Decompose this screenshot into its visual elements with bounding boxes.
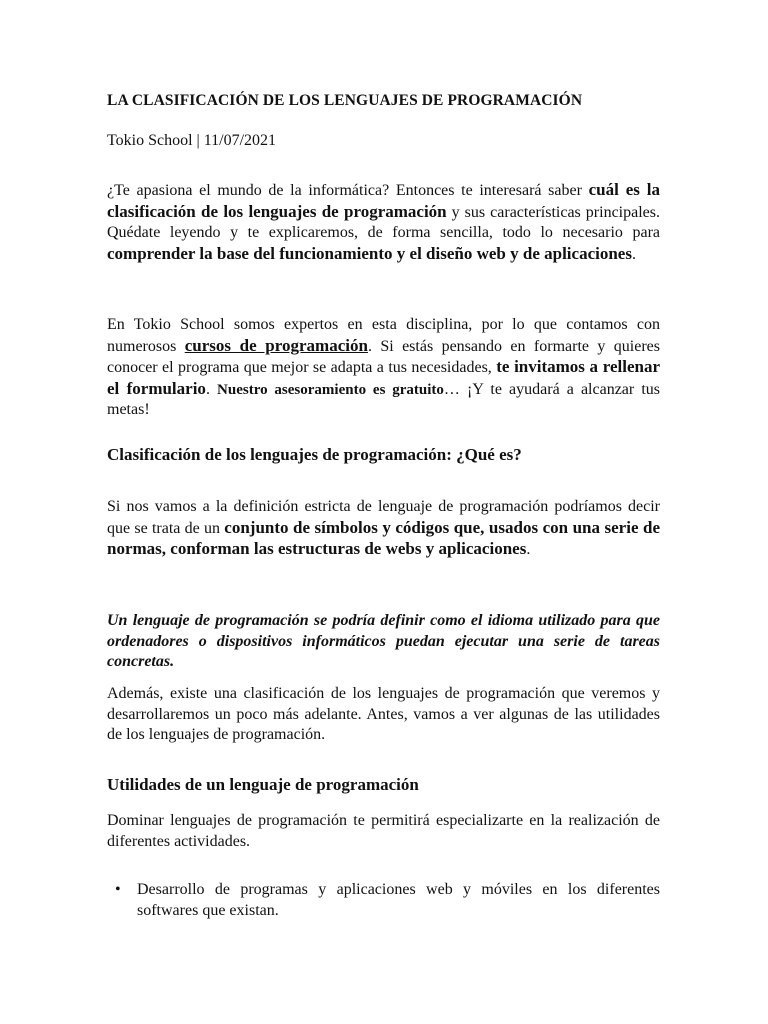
list-item <box>107 880 660 921</box>
byline: Tokio School | 11/07/2021 <box>107 132 277 149</box>
utilities-list <box>107 880 660 921</box>
section-heading-definition: Clasificación de los lenguajes de programación: ¿Qué es? <box>107 445 522 464</box>
school-text-2: . Si estás pensando en formarte y quieres conocer el programa que mejor se adapta a tus necesidades, <box>107 337 660 376</box>
intro-text-2: y sus características principales. Quédate leyendo y te explicaremos, de forma sencilla, todo lo necesario para <box>107 203 660 241</box>
school-paragraph <box>107 315 660 421</box>
form-invite-bold: te invitamos a rellenar el formulario <box>107 357 660 398</box>
definition-quote: Un lenguaje de programación se podría definir como el idioma utilizado para que ordenadores o dispositivos informáticos puedan ejecutar una serie de tareas concretas. <box>107 612 660 670</box>
list-item-text: Desarrollo de programas y aplicaciones web y móviles en los diferentes softwares que existan. <box>137 881 660 919</box>
intro-text-1: ¿Te apasiona el mundo de la informática? Entonces te interesará saber <box>107 182 589 199</box>
school-text-4: … ¡Y te ayudará a alcanzar tus metas! <box>107 380 660 418</box>
free-advice-bold: Nuestro asesoramiento es gratuito <box>217 381 444 398</box>
school-text-1: En Tokio School somos expertos en esta disciplina, por lo que contamos con numerosos <box>107 316 660 355</box>
definition-text-2: . <box>526 541 531 558</box>
document-title: LA CLASIFICACIÓN DE LOS LENGUAJES DE PROGRAMACIÓN <box>107 92 583 109</box>
courses-link[interactable]: cursos de programación <box>184 335 368 355</box>
section-heading-utilities: Utilidades de un lenguaje de programación <box>107 775 419 794</box>
bullet-icon: • <box>115 881 121 898</box>
classification-paragraph: Además, existe una clasificación de los lenguajes de programación que veremos y desarrollaremos un poco más adelante. Antes, vamos a ver algunas de las utilidades de los lenguajes de programación. <box>107 685 660 743</box>
intro-text-3: . <box>631 245 636 263</box>
school-text-3: . <box>205 380 218 398</box>
definition-paragraph <box>107 497 660 561</box>
definition-bold: conjunto de símbolos y códigos que, usados con una serie de normas, conforman las estructuras de webs y aplicaciones <box>107 517 661 558</box>
intro-bold-2: comprender la base del funcionamiento y el diseño web y de aplicaciones <box>107 243 632 263</box>
intro-paragraph <box>107 180 660 265</box>
utilities-paragraph: Dominar lenguajes de programación te permitirá especializarte en la realización de diferentes actividades. <box>107 812 660 850</box>
intro-bold-1: cuál es la clasificación de los lenguajes de programación <box>107 180 660 221</box>
definition-text-1: Si nos vamos a la definición estricta de lenguaje de programación podríamos decir que se trata de un <box>107 498 660 537</box>
